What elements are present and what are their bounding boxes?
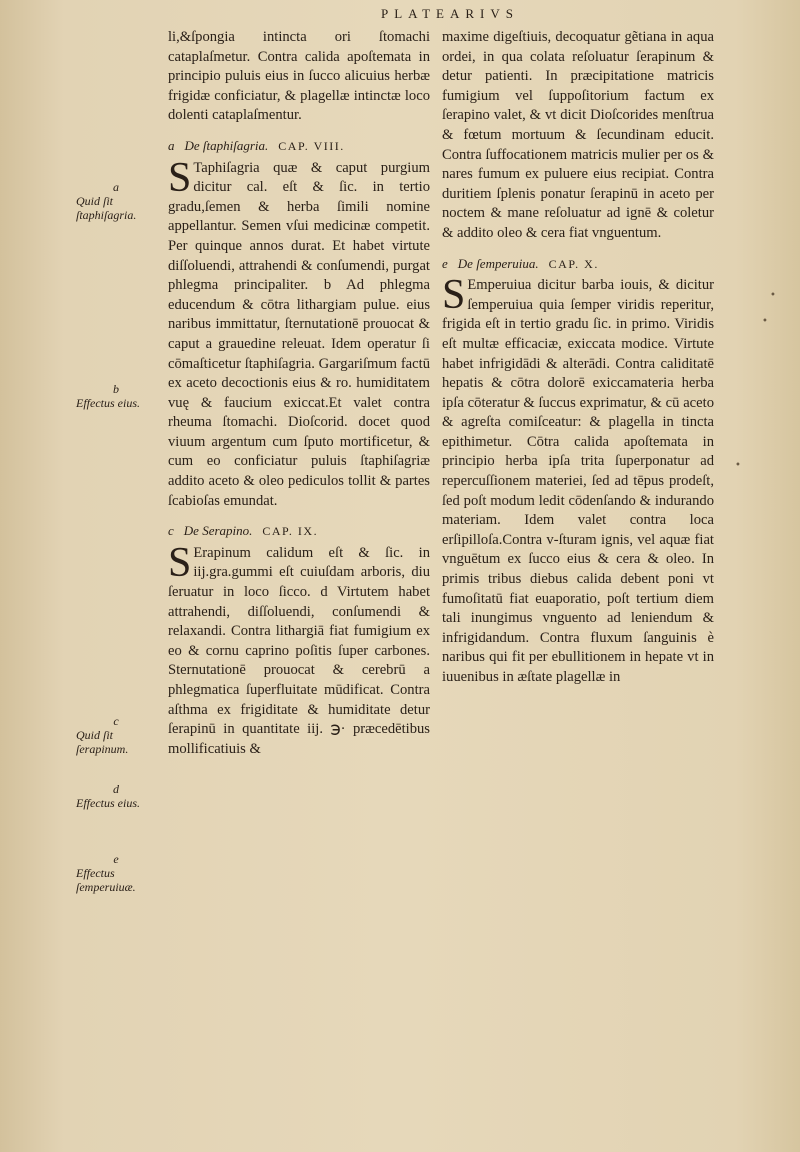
drop-cap: S [442, 272, 466, 319]
chapter-heading [442, 254, 714, 275]
paragraph [168, 154, 430, 512]
drop-cap: S [168, 154, 192, 201]
running-head: PLATEARIVS [380, 6, 519, 21]
note-key: a [168, 137, 175, 153]
margin-note-text: Quid ſit ſtaphiſagria. [76, 194, 137, 222]
chapter-number: CAP. VIII. [278, 138, 345, 153]
margin-note-text: Effectus ſemperuiuæ. [76, 866, 136, 894]
chapter-title: De ſemperuiua. [457, 255, 539, 271]
chapter-title: De Serapino. [183, 523, 253, 539]
margin-note [76, 382, 156, 410]
ink-speck-icon: • [762, 316, 768, 327]
margin-note [76, 714, 156, 756]
margin-note [76, 782, 156, 810]
margin-note-key: b [113, 382, 119, 396]
margin-note-text: Effectus eius. [76, 396, 140, 410]
drop-cap: S [168, 539, 192, 586]
ink-speck-icon: • [770, 290, 776, 301]
chapter-number: CAP. IX. [262, 524, 319, 539]
margin-note [76, 852, 156, 894]
paragraph-text: Taphiſagria quæ & caput purgium dicitur cal. eſt & ſic. in tertio gradu,ſemen & herba ſimili nomine appellantur. Semen vſui medicinæ competit. Per quinque annos durat. Et habet virtute diſſoluendi, attrahendi & conſumendi, purgat phlegma principaliter. b Ad phlegma educendum & cōtra lithargiam pulue. eius naribus immittatur, ſternutationē prouocat & caput a grauedine releuat. Idem operatur ſi cōmaſticetur ſtaphiſagria. Gargariſmum factū ex aceto decoctionis eius & ro. humiditatem vuę & faucium exiccat.Et valet contra rheuma ſtomachi. Dioſcorid. docet quod viuum argentum cum ſputo mortificetur, & cum eo conficiatur puluis ſtaphiſagriæ addito aceto & oleo pediculos tollit & partes ſcabioſas emundat. [168, 159, 430, 509]
paragraph [168, 539, 430, 760]
paragraph: maxime digeſtiuis, decoquatur gẽtiana in aqua ordei, in qua colata reſoluatur ſerapinum & detur patienti. In præcipitatione matricis fumigium vel ſuppoſitorium factum ex ſerapino valet, & vt dicit Dioſcorides menſtrua & fœtum mortuum & ſecundinam educit. Contra ſuffocationem matricis mulier per os & nares fumum ex puluere eius recipiat. Contra duritiem ſplenis ponatur ſerapinū in aceto per noctem & mane reſoluatur ad ignē & coletur & addito oleo & cera fiat vnguentum. [442, 29, 714, 241]
paragraph-text: Emperuiua dicitur barba iouis, & dicitur ſemperuiua quia ſemper viridis reperitur, frigida eſt in tertio gradu ſic. in primo. Viridis eſt multæ efficaciæ, exiccata modice. Virtute habet infrigidādi & alterādi. Contra caliditatē hepatis & cōtra dolorē exiccamateria herba ipſa cōteratur & ſuccus exprimatur, & cū aceto & agreſta comiſceatur: & plagella in tincta epithimetur. Cōtra calida apoſtemata in principio herba ipſa trita ſuperponatur ad repercuſſionem materiei, ſed ad tēpus prodeſt, ſed poſt modum ledit cōdenſando & indurando materiam. Idem valet contra loca erſipilloſa.Contra v-ſturam ignis, vel aquæ fiat vnguētum ex ſucco eius & cera & oleo. In primis tribus diebus calida debent poni vt fumoſitatū fiat euaporatio, poſt tertium diem tali inungimus vnguento ad leniendum & infrigidandum. Contra fluxum ſanguinis è naribus qui fit per ebullitionem in hepate vt in iuuenibus in æſtate plagellæ in [442, 277, 714, 685]
chapter-heading [168, 136, 430, 157]
note-key: c [168, 523, 174, 539]
paragraph-text: Erapinum calidum eſt & ſic. in iij.gra.gummi eſt cuiuſdam arboris, diu ſeruatur in loco ſicco. d Virtutem habet attrahendi, diſſoluendi, conſumendi & relaxandi. Contra lithargiā fiat fumigium ex eo & cornu caprino poſitis ſuper carbones. Sternutationē prouocat & cerebrū a phlegmatica ſuperfluitate mūdificat. Contra aſthma ex frigiditate & humiditate detur ſerapinū in quantitate iij. ℈· præcedētibus mollificatiuis & [168, 544, 430, 757]
margin-note-key: d [113, 782, 119, 796]
chapter-number: CAP. X. [548, 256, 599, 271]
margin-note-key: e [113, 852, 119, 866]
margin-note-key: c [113, 714, 119, 728]
chapter-heading [168, 521, 430, 542]
margin-note-key: a [113, 180, 119, 194]
right-text-column [442, 28, 714, 692]
paragraph [442, 272, 714, 687]
chapter-title: De ſtaphiſagria. [184, 137, 269, 153]
paragraph: li,&ſpongia intincta ori ſtomachi cataplaſmetur. Contra calida apoſtemata in principio puluis eius in ſucco alicuius herbæ frigidæ conficiatur, & plagellæ intinctæ loco dolenti cataplaſmentur. [168, 29, 430, 124]
left-text-column [168, 28, 430, 763]
margin-note-text: Effectus eius. [76, 796, 140, 810]
margin-note-text: Quid ſit ſerapinum. [76, 728, 129, 756]
margin-note [76, 180, 156, 222]
note-key: e [442, 255, 448, 271]
ink-speck-icon: • [735, 460, 741, 471]
